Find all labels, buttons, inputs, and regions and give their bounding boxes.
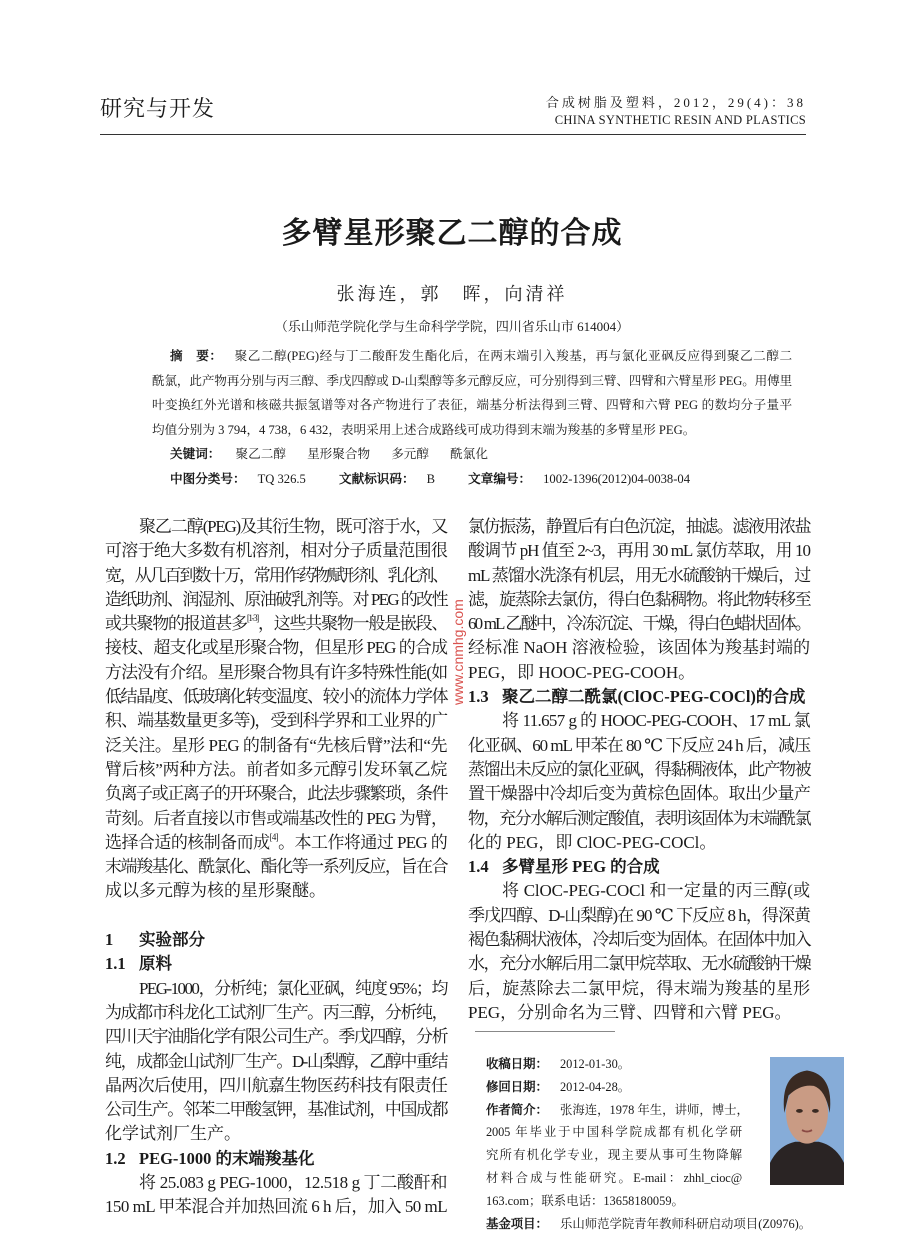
line-text: 化亚砜、60 mL 甲苯在 80 ℃ 下反应 24 h 后，减压 — [468, 735, 810, 755]
bio-line: 材料合成与性能研究。E-mail：zhhl_cioc@ — [486, 1170, 742, 1185]
section-title: 实验部分 — [139, 930, 205, 950]
body-line — [468, 588, 810, 612]
fund-value: 乐山师范学院青年教师科研启动项目(Z0976)。 — [559, 1216, 812, 1231]
line-text: 晶两次后使用，四川航嘉生物医药科技有限责任 — [105, 1075, 447, 1095]
affiliation: （乐山师范学院化学与生命科学学院，四川省乐山市 614004） — [274, 319, 630, 334]
fund — [486, 1213, 811, 1236]
line-text: 选择合适的核制备而成 — [105, 832, 270, 852]
body-line — [468, 758, 810, 782]
section-number: 1.3 — [468, 687, 489, 707]
line-text: 褐色黏稠状液体，冷却后变为固体。在固体中加入 — [468, 930, 810, 950]
keyword: 星形聚合物 — [307, 447, 371, 461]
body-line — [105, 734, 447, 758]
line-text: mL 蒸馏水洗涤有机层，用无水硫酸钠干燥后，过 — [468, 565, 810, 585]
section-title: 多臂星形 PEG 的合成 — [502, 857, 660, 877]
paper-title: 多臂星形聚乙二醇的合成 — [281, 217, 623, 250]
body-line — [468, 904, 810, 928]
author-bio — [486, 1099, 756, 1122]
citation-ref[interactable]: [4] — [269, 831, 278, 842]
body-line — [468, 661, 810, 685]
body-line — [105, 636, 447, 660]
line-text: 公司生产。邻苯二甲酸氢钾，基准试剂，中国成都 — [105, 1100, 447, 1120]
abstract-line: 均值分别为 3 794，4 738，6 432，表明采用上述合成路线可成功得到末端为羧基的多臂星形 PEG。 — [152, 422, 696, 437]
line-text: 后，旋蒸除去二氯甲烷，得末端为羧基的星形 — [468, 978, 810, 998]
classification — [152, 467, 792, 492]
line-text: 四川天宇油脂化学有限公司生产。季戊四醇，分析 — [105, 1027, 447, 1047]
body-line — [105, 807, 447, 831]
line-text: 将 11.657 g 的 HOOC-PEG-COOH、17 mL 氯 — [502, 711, 810, 731]
abstract — [152, 344, 792, 491]
body-line — [105, 855, 447, 879]
body-line — [468, 636, 810, 660]
line-text: 可溶于绝大多数有机溶剂，相对分子质量范围很 — [105, 541, 447, 561]
line-text: 置干燥器中冷却后变为黄棕色固体。取出少量产 — [468, 784, 810, 804]
body-line — [105, 661, 447, 685]
doc-code-value: B — [426, 471, 435, 486]
line-text: 将 25.083 g PEG-1000，12.518 g 丁二酸酐和 — [139, 1173, 447, 1193]
revised-date — [486, 1076, 811, 1099]
section-number: 1.4 — [468, 857, 489, 877]
body-line — [105, 758, 447, 782]
author-photo — [770, 1057, 844, 1185]
abstract-line: 酰氯，此产物再分别与丙三醇、季戊四醇或 D-山梨醇等多元醇反应，可分别得到三臂、四臂和六臂星形 PEG。用傅里 — [152, 373, 792, 388]
revised-value: 2012-04-28。 — [559, 1079, 631, 1094]
section-title: 聚乙二醇二酰氯(ClOC-PEG-COCl)的合成 — [502, 687, 806, 707]
body-line — [105, 539, 447, 563]
line-text: PEG-1000，分析纯；氯化亚砜，纯度 95%；均 — [139, 978, 447, 998]
body-line — [105, 515, 447, 539]
watermark — [449, 599, 467, 705]
section-heading — [105, 952, 447, 976]
line-text: 水，充分水解后用二氯甲烷萃取、无水硫酸钠干燥 — [468, 954, 810, 974]
body-line — [105, 1050, 447, 1074]
line-text: 宽，从几百到数十万，常用作药物赋形剂、乳化剂、 — [105, 565, 447, 585]
line-text: 低结晶度、低玻璃化转变温度、较小的流体力学体 — [105, 687, 447, 707]
line-text: 成以多元醇为核的星形聚醚。 — [105, 881, 326, 901]
section-heading — [468, 855, 810, 879]
fund-label: 基金项目： — [486, 1216, 548, 1231]
body-line — [468, 952, 810, 976]
body-line — [105, 709, 447, 733]
keywords-label: 关键词： — [170, 447, 221, 461]
body-line — [468, 928, 810, 952]
article-no-value: 1002-1396(2012)04-0038-04 — [543, 471, 691, 486]
citation-ref[interactable]: [1-3] — [246, 613, 258, 624]
body-line — [468, 831, 810, 855]
line-text: ，这些共聚物一般是嵌段、 — [257, 614, 447, 634]
line-text: 滤，旋蒸除去氯仿，得白色黏稠物。将此物转移至 — [468, 589, 810, 609]
abstract-text: 聚乙二醇(PEG)经与丁二酸酐发生酯化后，在两末端引入羧基，再与氯化亚砜反应得到聚乙二醇二 — [234, 349, 792, 363]
bio-line: 2005 年毕业于中国科学院成都有机化学研 — [486, 1125, 742, 1140]
doc-code-label: 文献标识码： — [339, 471, 415, 486]
body-line — [105, 1001, 447, 1025]
line-text: 将 ClOC-PEG-COCl 和一定量的丙三醇(或 — [502, 881, 810, 901]
section-label: 研究与开发 — [100, 96, 216, 121]
header-rule — [100, 134, 806, 135]
body-line — [105, 1171, 447, 1195]
abstract-line — [152, 344, 792, 369]
body-line — [468, 782, 810, 806]
blank-line — [105, 904, 447, 928]
line-text: 泛关注。星形 PEG 的制备有“先核后臂”法和“先 — [105, 735, 447, 755]
line-text: 氯仿振荡，静置后有白色沉淀，抽滤。滤液用浓盐 — [468, 517, 810, 536]
section-number: 1.1 — [105, 954, 126, 974]
clc-value: TQ 326.5 — [257, 471, 306, 486]
body-line — [105, 782, 447, 806]
footnote — [486, 1053, 811, 1235]
line-text: 积、端基数量更多等)，受到科学界和工业界的广 — [105, 711, 447, 731]
line-text: 。本工作将通过 PEG 的 — [277, 832, 448, 852]
line-text: 聚乙二醇(PEG)及其衍生物，既可溶于水，又 — [139, 517, 447, 536]
received-label: 收稿日期： — [486, 1057, 548, 1071]
body-line — [468, 539, 810, 563]
section-number: 1.2 — [105, 1148, 126, 1168]
line-text: 末端羧基化、酰氯化、酯化等一系列反应，旨在合 — [105, 857, 447, 877]
line-text: 蒸馏出未反应的氯化亚砜，得黏稠液体，此产物被 — [468, 759, 810, 779]
abstract-line: 叶变换红外光谱和核磁共振氢谱等对各产物进行了表征，端基分析法得到三臂、四臂和六臂 PEG 的数均分子量平 — [152, 398, 792, 412]
body-line — [105, 612, 447, 636]
line-text: 方法没有介绍。星形聚合物具有许多特殊性能(如 — [105, 662, 447, 682]
article-no-label: 文章编号： — [468, 471, 532, 486]
line-text: 负离子或正离子的开环聚合，此法步骤繁琐，条件 — [105, 784, 447, 804]
body-line — [105, 1195, 447, 1219]
clc-label: 中图分类号： — [170, 471, 246, 486]
body-line — [105, 1098, 447, 1122]
line-text: 60 mL 乙醚中，冷冻沉淀、干燥，得白色蜡状固体。 — [468, 614, 810, 634]
line-text: 纯，成都金山试剂厂生产。D-山梨醇，乙醇中重结 — [105, 1051, 447, 1071]
body-line — [105, 1122, 447, 1146]
line-text: PEG，分别命名为三臂、四臂和六臂 PEG。 — [468, 1002, 792, 1022]
line-text: 化的 PEG，即 ClOC-PEG-COCl。 — [468, 832, 717, 852]
line-text: 化学试剂厂生产。 — [105, 1124, 241, 1144]
line-text: 经标准 NaOH 溶液检验，该固体为羧基封端的 — [468, 638, 810, 658]
body-line — [468, 879, 810, 903]
line-text: 或共聚物的报道甚多 — [105, 614, 247, 634]
body-line — [468, 564, 810, 588]
body-line — [105, 831, 447, 855]
body-line — [105, 588, 447, 612]
bio-label: 作者简介： — [486, 1102, 548, 1117]
received-value: 2012-01-30。 — [559, 1057, 631, 1071]
body-line — [105, 685, 447, 709]
bio-text: 张海连，1978 年生，讲师，博士， — [559, 1102, 749, 1117]
section-number: 1 — [105, 930, 114, 950]
body-column-left — [105, 515, 447, 1220]
line-text: 物，充分水解后测定酸值，表明该固体为末端酰氯 — [468, 808, 810, 828]
body-line — [105, 1025, 447, 1049]
body-line — [105, 977, 447, 1001]
body-line — [468, 709, 810, 733]
section-heading — [105, 928, 447, 952]
body-line — [105, 1074, 447, 1098]
keyword: 多元醇 — [391, 447, 429, 461]
section-heading — [105, 1147, 447, 1171]
body-column-right — [468, 515, 810, 1025]
section-title: PEG-1000 的末端羧基化 — [139, 1148, 315, 1168]
line-text: 造纸助剂、润湿剂、原油破乳剂等。对 PEG 的改性 — [105, 589, 447, 609]
body-line — [468, 977, 810, 1001]
bio-line: 究所有机化学专业，现主要从事可生物降解 — [486, 1148, 742, 1163]
authors: 张海连，郭 晖，向清祥 — [336, 284, 568, 304]
line-text: 臂后核”两种方法。前者如多元醇引发环氧乙烷 — [105, 759, 447, 779]
line-text: 接枝、超支化或星形聚合物，但星形 PEG 的合成 — [105, 638, 447, 658]
line-text: 为成都市科龙化工试剂厂生产。丙三醇，分析纯， — [105, 1002, 447, 1022]
body-line — [468, 515, 810, 539]
line-text: PEG，即 HOOC-PEG-COOH。 — [468, 662, 696, 682]
revised-label: 修回日期： — [486, 1079, 548, 1094]
footnote-rule — [475, 1031, 615, 1032]
received-date — [486, 1053, 811, 1076]
journal-name-en: CHINA SYNTHETIC RESIN AND PLASTICS — [554, 113, 806, 127]
keyword: 聚乙二醇 — [235, 447, 286, 461]
bio-line: 163.com；联系电话：13658180059。 — [486, 1193, 684, 1208]
body-line — [105, 564, 447, 588]
line-text: 酸调节 pH 值至 2~3，再用 30 mL 氯仿萃取，用 10 — [468, 541, 810, 561]
line-text: 季戊四醇、D-山梨醇)在 90 ℃ 下反应 8 h，得深黄 — [468, 905, 810, 925]
author-portrait-icon — [770, 1057, 844, 1185]
body-line — [468, 807, 810, 831]
keyword: 酰氯化 — [450, 447, 488, 461]
section-title: 原料 — [139, 954, 172, 974]
line-text: 150 mL 甲苯混合并加热回流 6 h 后，加入 50 mL — [105, 1197, 447, 1217]
body-line — [468, 1001, 810, 1025]
section-heading — [468, 685, 810, 709]
abstract-label: 摘 要： — [170, 349, 223, 363]
journal-citation: 合成树脂及塑料，2012，29(4)：38 — [545, 95, 806, 110]
watermark-text: www.cnmhg.com — [450, 599, 466, 705]
body-line — [468, 612, 810, 636]
line-text: 苛刻。后者直接以市售或端基改性的 PEG 为臂， — [105, 808, 447, 828]
body-line — [105, 879, 447, 903]
keywords — [152, 442, 792, 467]
body-line — [468, 734, 810, 758]
